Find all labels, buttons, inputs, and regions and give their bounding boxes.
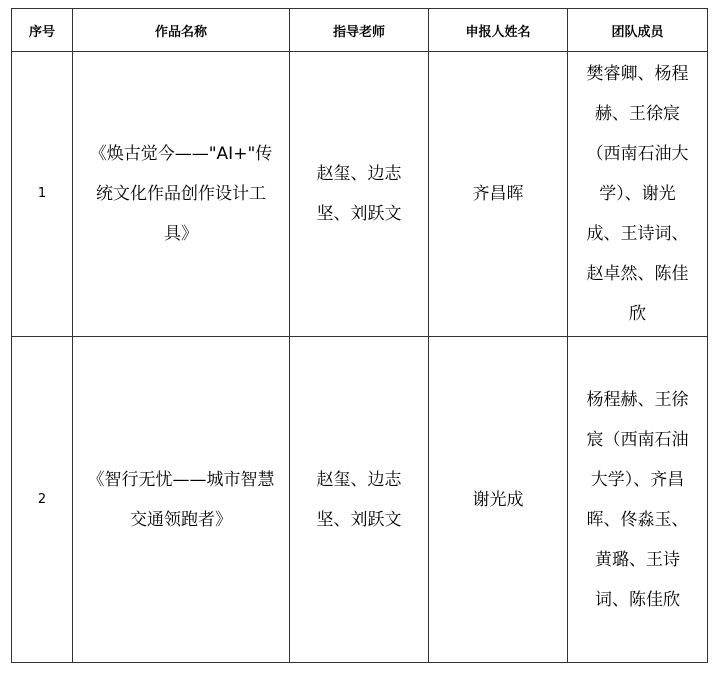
- row-index: 1: [12, 52, 73, 337]
- row-applicant: 齐昌晖: [429, 52, 568, 337]
- row-title: 《智行无忧——城市智慧交通领跑者》: [87, 469, 275, 530]
- row-advisor: 赵玺、边志坚、刘跃文: [316, 469, 402, 530]
- row-index: 2: [12, 337, 73, 663]
- table-row: [12, 52, 708, 337]
- row-team: 杨程赫、王徐宸（西南石油大学）、齐昌晖、佟淼玉、黄璐、王诗词、陈佳欣: [586, 389, 689, 610]
- row-advisor-cell: [290, 337, 429, 663]
- table-header-row: [12, 9, 708, 52]
- row-advisor: 赵玺、边志坚、刘跃文: [316, 164, 402, 224]
- row-team-cell: [568, 337, 708, 663]
- header-advisor: 指导老师: [290, 9, 429, 52]
- row-team: 樊睿卿、杨程赫、王徐宸（西南石油大学）、谢光成、王诗词、赵卓然、陈佳欣: [586, 64, 689, 324]
- row-title-cell: [73, 52, 290, 337]
- header-applicant: 申报人姓名: [429, 9, 568, 52]
- row-advisor-cell: [290, 52, 429, 337]
- table-row: [12, 337, 708, 663]
- header-index: 序号: [12, 9, 73, 52]
- row-title: 《焕古觉今——"AI+"传统文化作品创作设计工具》: [89, 144, 273, 244]
- row-applicant: 谢光成: [429, 337, 568, 663]
- row-team-cell: [568, 52, 708, 337]
- row-title-cell: [73, 337, 290, 663]
- award-table: [11, 8, 708, 663]
- header-title: 作品名称: [73, 9, 290, 52]
- header-team: 团队成员: [568, 9, 708, 52]
